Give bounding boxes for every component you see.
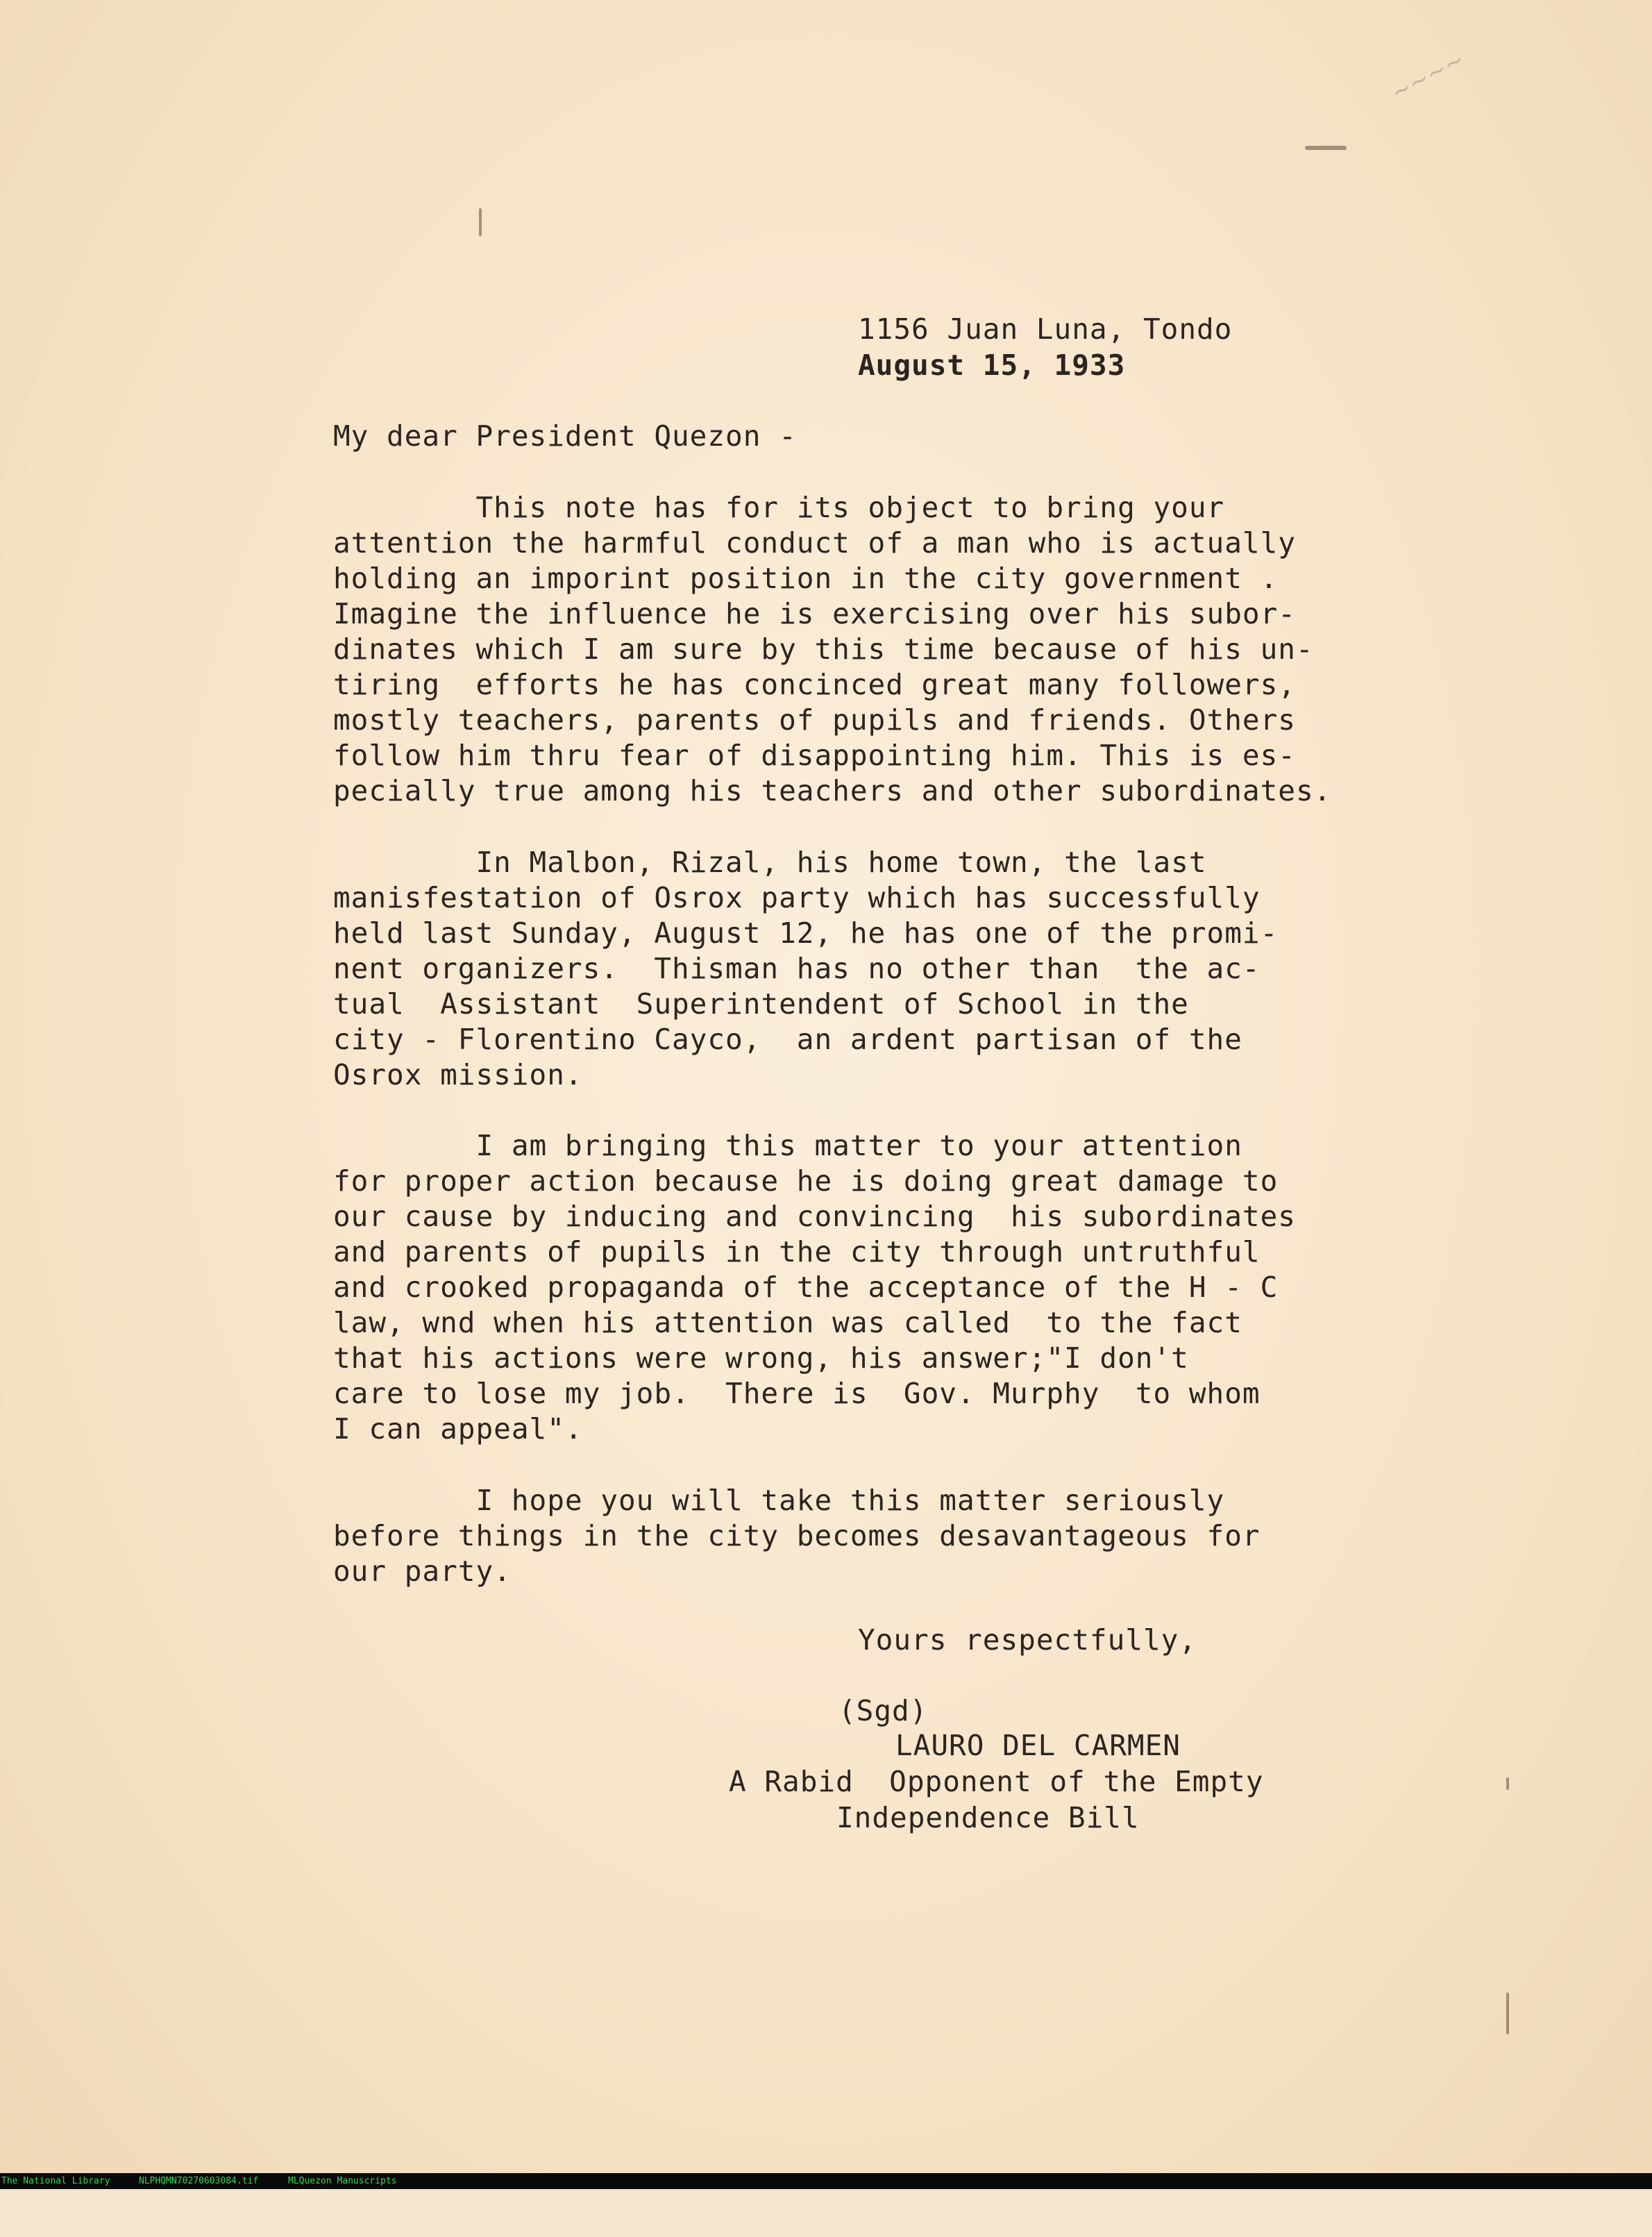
paragraph-line: before things in the city becomes desavantageous for [333, 1519, 1261, 1552]
pencil-annotation-mark: ~~~~ [1386, 45, 1469, 108]
paragraph-line: attention the harmful conduct of a man who is actually [333, 526, 1296, 560]
paragraph-line: pecially true among his teachers and other subordinates. [333, 774, 1332, 807]
paragraph-line: for proper action because he is doing great damage to [333, 1164, 1279, 1198]
paragraph-line: city - Florentino Cayco, an ardent partisan of the [333, 1023, 1242, 1056]
archive-footer-strip [0, 2173, 1652, 2189]
signer-title-line-2: Independence Bill [836, 1801, 1140, 1834]
paragraph-line: Osrox mission. [333, 1058, 583, 1091]
signed-marker: (Sgd) [838, 1694, 928, 1727]
paragraph-line: mostly teachers, parents of pupils and friends. Others [333, 703, 1296, 737]
paragraph-line: I hope you will take this matter seriously [333, 1484, 1225, 1517]
footer-institution: The National Library [1, 2176, 110, 2186]
paragraph-line: nent organizers. Thisman has no other than the ac- [333, 952, 1261, 985]
closing: Yours respectfully, [858, 1623, 1197, 1657]
footer-file-name: NLPHQMN70270603084.tif [139, 2176, 259, 2186]
paragraph-line: held last Sunday, August 12, he has one of the promi- [333, 916, 1279, 950]
paragraph-line: that his actions were wrong, his answer;"I don't [333, 1341, 1189, 1375]
staple-mark [479, 208, 482, 236]
paragraph-line: I am bringing this matter to your attention [333, 1129, 1242, 1162]
letter-date: August 15, 1933 [858, 349, 1126, 382]
signer-name: LAURO DEL CARMEN [895, 1729, 1181, 1762]
paragraph-line: care to lose my job. There is Gov. Murphy to whom [333, 1377, 1261, 1410]
paragraph-line: holding an imporint position in the city government . [333, 562, 1279, 595]
signer-title-line-1: A Rabid Opponent of the Empty [729, 1765, 1264, 1798]
paragraph-line: dinates which I am sure by this time because of his un- [333, 632, 1314, 666]
paragraph-line: and crooked propaganda of the acceptance of the H - C [333, 1271, 1279, 1304]
paragraph-line: our party. [333, 1555, 512, 1588]
sender-address: 1156 Juan Luna, Tondo [858, 312, 1233, 346]
paragraph-line: our cause by inducing and convincing his subordinates [333, 1200, 1296, 1233]
staple-mark [1506, 1993, 1509, 2034]
staple-mark [1506, 1777, 1509, 1790]
paragraph-line: tiring efforts he has concinced great many followers, [333, 668, 1296, 701]
paragraph-line: follow him thru fear of disappointing him. This is es- [333, 739, 1296, 772]
footer-collection: MLQuezon Manuscripts [288, 2176, 397, 2186]
paragraph-line: tual Assistant Superintendent of School in the [333, 987, 1189, 1021]
paragraph-line: Imagine the influence he is exercising over his subor- [333, 597, 1296, 630]
paragraph-line: and parents of pupils in the city through untruthful [333, 1235, 1261, 1268]
paragraph-line: manisfestation of Osrox party which has successfully [333, 881, 1261, 914]
paragraph-line: law, wnd when his attention was called to the fact [333, 1306, 1242, 1339]
paragraph-line: In Malbon, Rizal, his home town, the last [333, 846, 1207, 879]
paragraph-line: I can appeal". [333, 1412, 583, 1446]
salutation: My dear President Quezon - [333, 419, 797, 453]
staple-mark [1305, 146, 1347, 150]
paragraph-line: This note has for its object to bring your [333, 491, 1225, 524]
